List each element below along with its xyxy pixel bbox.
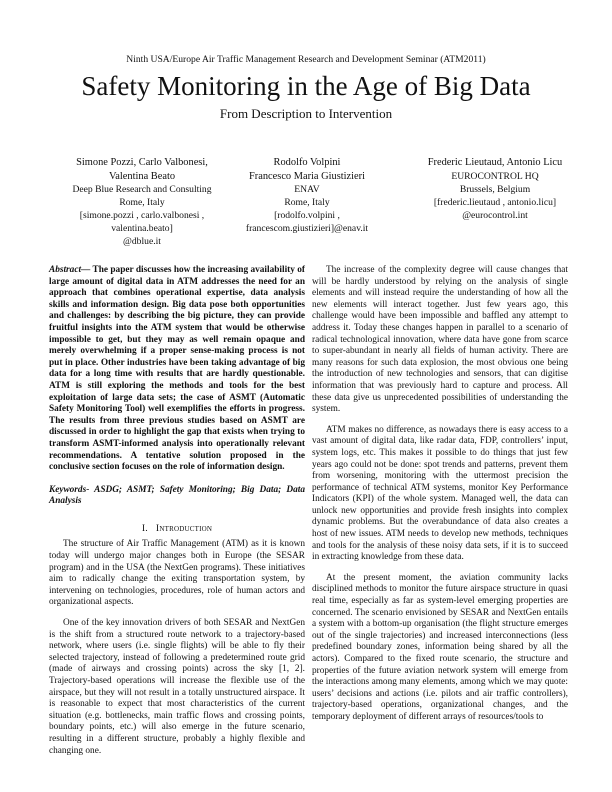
body-paragraph: One of the key innovation drivers of both SESAR and NextGen is the shift from a structured route network to a trajectory-based network, where users (i.e. single flights) will be able to fly their selected trajectory, instead of following a predetermined route grid (made of airways and crossing points) across the sky [1, 2]. Trajectory-based operations will increase the flexible use of the airspace, but they will not result in a totally unstructured airspace. It is reasonable to expect that most characteristics of the current situation (e.g. bottlenecks, main traffic flows and crossing points, boundary points, etc.) will also emerge in the future scenario, resulting in a different structure, probably a highly flexible and changing one. <box>49 618 305 756</box>
author-location: Brussels, Belgium <box>459 183 531 195</box>
author-names: Frederic Lieutaud, Antonio Licu <box>427 157 563 168</box>
author-email: [frederic.lieutaud , antonio.licu] <box>433 196 557 208</box>
author-email: [simone.pozzi , carlo.valbonesi , <box>79 210 205 222</box>
author-names: Francesco Maria Giustizieri <box>249 170 365 182</box>
body-paragraph: The structure of Air Traffic Management (ATM) as it is known today will undergo major changes both in Europe (the SESAR program) and in the USA (the NextGen programs). These initiatives aim to radically change the exiting transportation system, by intervening on technologies, procedures, role of human actors and organizational aspects. <box>49 539 305 608</box>
left-column <box>49 265 305 766</box>
author-affiliation: EUROCONTROL HQ <box>451 170 539 182</box>
author-email: [rodolfo.volpini , <box>274 210 340 222</box>
author-affiliation: ENAV <box>294 184 320 196</box>
abstract-label: Abstract— <box>49 265 91 275</box>
author-block-deepblue <box>42 156 242 248</box>
paper-subtitle: From Description to Intervention <box>219 106 393 121</box>
abstract-text: The paper discusses how the increasing availability of large amount of digital data in ATM addresses the need for an approach that combines operational expertise, data analysis skills and information design. Big data pose both opportunities and challenges: by describing the big picture, they can provide fruitful insights into the ATM system that would be otherwise impossible to get, but they may as well remain opaque and merely overwhelming if a proper sense-making process is not put in place. Other industries have been taking advantage of big data for a long time with results that are hardly questionable. ATM is still exploring the methods and tools for the best exploitation of large data sets; the case of ASMT (Automatic Safety Monitoring Tool) well exemplifies the efforts in progress. The results from three previous studies based on ASMT are discussed in order to highlight the gap that exists when trying to transform ASMT-informed analysis into operationally relevant recommendations. A tentative solution proposed in the conclusive section focuses on the role of information design. <box>49 265 305 473</box>
keywords: Keywords- ASDG; ASMT; Safety Monitoring; Big Data; Data Analysis <box>49 484 305 507</box>
section-title: Introduction <box>155 522 213 534</box>
seminar-header: Ninth USA/Europe Air Traffic Management Research and Development Seminar (ATM2011) <box>126 54 486 65</box>
author-names: Simone Pozzi, Carlo Valbonesi, <box>76 157 208 168</box>
author-email: valentina.beato] <box>111 223 173 235</box>
author-email: francescom.giustizieri]@enav.it <box>245 223 369 235</box>
author-location: Rome, Italy <box>119 197 165 209</box>
author-names: Rodolfo Volpini <box>273 157 341 168</box>
author-location: Rome, Italy <box>284 197 330 209</box>
body-paragraph: The increase of the complexity degree will cause changes that will be hardly understood by relying on the analysis of single elements and will instead require the understanding of how all the new elements will interact together. Just few years ago, this challenge would have been impossible and baffled any attempt to address it. Today these changes happen in parallel to a scenario of radical technological innovation, where data have gone from scarce to super-abundant in nearly all fields of human activity. There are many reasons for such data explosion, the most obvious one being the introduction of new technologies and sensors, that can digitise information that was previously hard to capture and process. All these data give us unprecedented possibilities of understanding the system. <box>312 265 568 415</box>
section-number: I. <box>141 522 148 534</box>
author-block-enav <box>222 156 392 235</box>
author-email: @dblue.it <box>123 236 161 248</box>
author-block-eurocontrol <box>405 156 585 222</box>
abstract <box>49 265 305 474</box>
author-email: @eurocontrol.int <box>462 209 528 221</box>
author-names: Valentina Beato <box>108 170 176 182</box>
body-paragraph: At the present moment, the aviation community lacks disciplined methods to monitor the future airspace structure in quasi real time, especially as far as system-level emerging properties are concerned. The scenario envisioned by SESAR and NextGen entails a system with a bottom-up organisation (the flight structure emerges out of the single trajectories) and increased interconnections (less predefined boundary zones, information being shared by all the actors). Compared to the fixed route scenario, the structure and properties of the future aviation network system will emerge from the interactions among many elements, among which we may quote: users’ decisions and actions (i.e. pilots and air traffic controllers), trajectory-based operations, organizational changes, and the temporary deployment of different arrays of resources/tools to <box>312 572 568 722</box>
paper-title: Safety Monitoring in the Age of Big Data <box>81 71 531 101</box>
author-affiliation: Deep Blue Research and Consulting <box>72 184 212 196</box>
body-paragraph: ATM makes no difference, as nowadays there is easy access to a vast amount of digital data, like radar data, FDP, controllers’ input, system logs, etc. This makes it possible to do things that just few years ago could not be done: spot trends and patterns, prevent them from worsening, monitoring with the uttermost precision the performance of technical ATM systems, monitor Key Performance Indicators (KPI) of the whole system. Managed well, the data can unlock new opportunities and provide fresh insights into complex dynamic problems. But the overabundance of data also creates a host of new issues. ATM needs to develop new methods, techniques and tools for the analysis of these noisy data sets, if it is to succeed in extracting knowledge from these data. <box>312 424 568 563</box>
section-heading-introduction <box>49 523 305 535</box>
right-column <box>312 265 568 733</box>
